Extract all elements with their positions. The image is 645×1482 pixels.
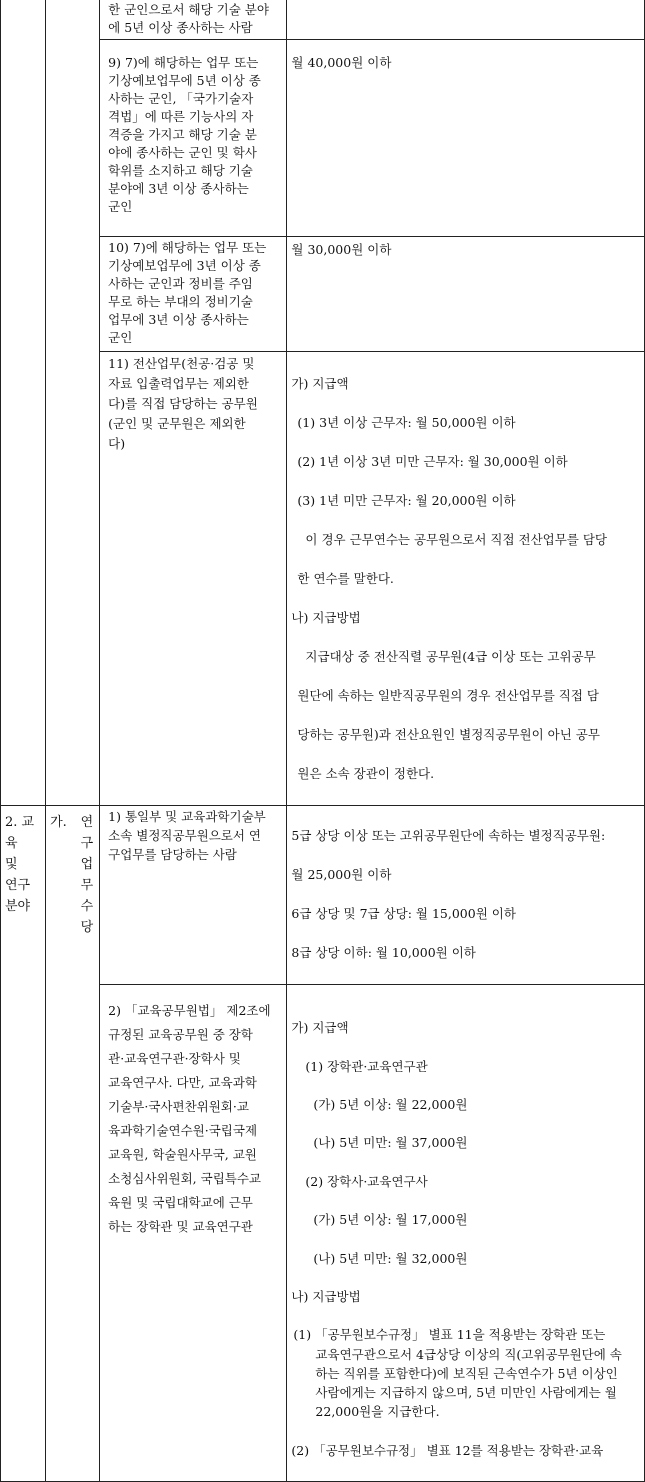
amount-line: 가) 지급액 [291,1020,349,1036]
row-desc: 9) 7)에 해당하는 업무 또는 기상예보업무에 5년 이상 종 사하는 군인, 「국가기술자 격법」에 따른 기능사의 자 격증을 가지고 해당 기술 분 야에 종사하는 군인 및 학사 학위를 소지하고 해당 기술 분야에 3년 이상 종사하는 군인 [108,55,261,214]
row-desc-cell [100,237,287,352]
row-amount-cell [287,985,645,1482]
row-amount-cell [287,0,645,40]
row-amount-cell [287,352,645,806]
row-amount: 월 40,000원 이하 [291,55,392,70]
amount-line: 한 연수를 말한다. [297,570,394,586]
amount-line: (2) 1년 이상 3년 미만 근무자: 월 30,000원 이하 [297,453,568,469]
amount-line: 원단에 속하는 일반직공무원의 경우 전산업무를 직접 담 [297,687,599,703]
row-amount-block [287,352,644,805]
section-1-sub-cell [46,0,100,805]
amount-line: 나) 지급방법 [291,609,361,625]
amount-line: (1) 3년 이상 근무자: 월 50,000원 이하 [297,414,516,430]
row-amount-cell [287,237,645,352]
row-amount-cell [287,40,645,237]
amount-line: (2) 「공무원보수규정」 별표 12를 적용받는 장학관·교육 [291,1442,604,1458]
row-desc-cell [100,0,287,40]
row-desc-cell [100,352,287,806]
amount-line: (3) 1년 미만 근무자: 월 20,000원 이하 [297,492,516,508]
amount-line: 원은 소속 장관이 정한다. [297,765,435,781]
section-1-cell [1,0,46,805]
section-2-sub-cell [46,805,100,1482]
amount-line: 5급 상당 이상 또는 고위공무원단에 속하는 별정직공무원: [291,828,606,843]
row-amount-block [287,806,644,985]
amount-line: 월 25,000원 이하 [291,867,392,882]
row-amount-block [287,985,644,1481]
section-2-cell [1,805,46,1482]
row-desc: 한 군인으로서 해당 기술 분야 에 5년 이상 종사하는 사람 [108,2,269,35]
table-row [1,805,645,985]
row-desc-cell [100,985,287,1482]
amount-line: 가) 지급액 [291,375,349,391]
amount-line: (가) 5년 이상: 월 22,000원 [313,1097,468,1113]
amount-line: 지급대상 중 전산직렬 공무원(4급 이상 또는 고위공무 [305,648,596,664]
row-amount-cell [287,805,645,985]
amount-line: 8급 상당 이하: 월 10,000원 이하 [291,945,476,960]
amount-line: 6급 상당 및 7급 상당: 월 15,000원 이하 [291,906,516,921]
row-desc-cell [100,40,287,237]
row-desc: 11) 전산업무(천공·검공 및 자료 입출력업무는 제외한 다)를 직접 담당하는 공무원 (군인 및 군무원은 제외한 다) [108,356,258,451]
row-amount [287,0,644,5]
amount-line: (나) 5년 미만: 월 37,000원 [313,1135,468,1151]
row-desc-cell [100,805,287,985]
section-title: 2. 교 육 및 연구 분야 [5,814,35,914]
amount-line: 이 경우 근무연수는 공무원으로서 직접 전산업무를 담당 [305,531,607,547]
row-desc: 1) 통일부 및 교육과학기술부 소속 별정직공무원으로서 연 구업무를 담당하는 사람 [108,808,266,862]
amount-paragraph: (1) 「공무원보수규정」 별표 11을 적용받는 장학관 또는 교육연구관으로서 4급상당 이상의 직(고위공무원단에 속 하는 직위를 포함한다)에 보직된 근속연수가 5년 이상인 사람에게는 지급하지 않으며, 5년 미만인 사람에게는 월 22,000원을 지급한다. [293,1327,622,1420]
row-amount: 월 30,000원 이하 [291,242,392,257]
amount-line: 나) 지급방법 [291,1289,361,1305]
subsection-label: 가. [50,814,67,830]
amount-line: (나) 5년 미만: 월 32,000원 [313,1250,468,1266]
row-desc: 10) 7)에 해당하는 업무 또는 기상예보업무에 3년 이상 종 사하는 군인과 정비를 주임 무로 하는 부대의 정비기술 업무에 3년 이상 종사하는 군인 [108,240,267,345]
row-desc: 2) 「교육공무원법」 제2조에 규정된 교육공무원 중 장학 관·교육연구관·장학사 및 교육연구사. 다만, 교육과학 기술부·국사편찬위원회·교 육과학기술연수원·국립국제 교육원, 학술원사무국, 교원 소청심사위원회, 국립특수교 육원 및 국립대학교에 근무 하는 장학관 및 교육연구관 [108,1003,271,1234]
amount-line: 당하는 공무원)과 전산요원인 별정직공무원이 아닌 공무 [297,726,600,742]
table-row [1,0,645,40]
amount-line: (1) 장학관·교육연구관 [305,1058,428,1074]
amount-line: (가) 5년 이상: 월 17,000원 [313,1212,468,1228]
subsection-title: 연 구 업 무 수 당 [80,814,94,935]
amount-line: (2) 장학사·교육연구사 [305,1173,428,1189]
